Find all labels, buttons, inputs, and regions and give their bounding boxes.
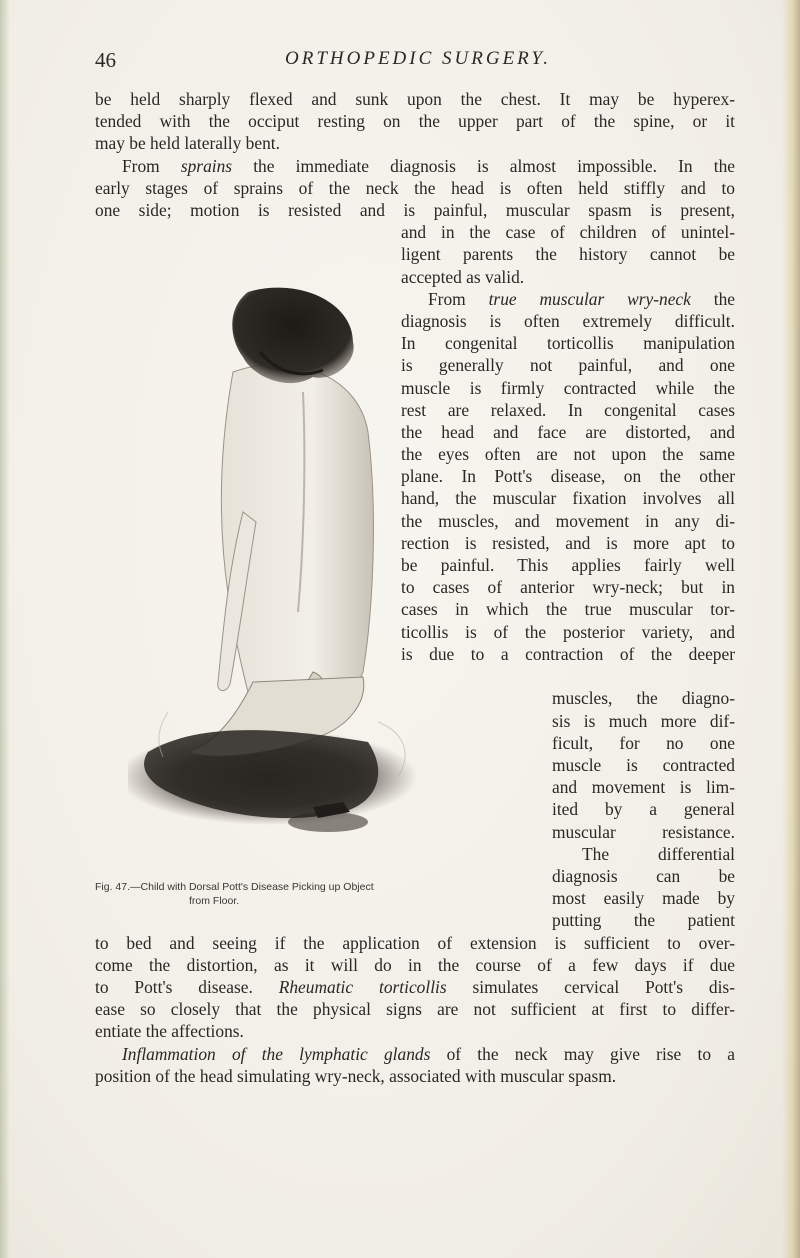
text-line: the muscles, and movement in any di- [401,510,735,531]
text-line [95,1043,735,1065]
text-line: In congenital torticollis manipulation [401,333,735,354]
figure-caption [95,880,491,908]
child-bending-figure [128,282,488,872]
text-line: may be held laterally bent. [95,133,280,154]
text-line: tended with the occiput resting on the upper part of the spine, or it [95,111,735,132]
text-line: accepted as valid. [401,266,525,287]
text-line: ligent parents the history cannot be [401,244,735,265]
text-line: rest are relaxed. In congenital cases [401,399,735,420]
text-span: From [428,288,489,309]
text-line: one side; motion is resisted and is painful, muscular spasm is present, [95,199,735,220]
paragraph-posture [95,88,735,155]
running-head: ORTHOPEDIC SURGERY. [285,48,552,69]
text-span: From [122,155,181,176]
text-line: entiate the affections. [95,1021,244,1042]
text-line: cases in which the true muscular tor- [401,599,735,620]
page-edge-right [782,0,800,1258]
text-line: diagnosis is often extremely difficult. [401,310,735,331]
text-line: early stages of sprains of the neck the head is often held stiffly and to [95,177,735,198]
column-text-narrow [552,687,735,931]
figure-47-illustration [128,282,488,872]
text-span: the immediate diagnosis is almost impossible. In the [232,155,735,176]
text-line: ficult, for no one [552,732,735,753]
text-line: The differential [582,843,735,864]
text-line: muscles, the diagno- [552,688,735,709]
text-line: to cases of anterior wry-neck; but in [401,577,735,598]
text-line: position of the head simulating wry-neck, associated with muscular spasm. [95,1065,617,1086]
text-line: muscular resistance. [552,821,735,842]
text-line: is generally not painful, and one [401,355,735,376]
text-line: ticollis is of the posterior variety, and [401,621,735,642]
text-span: the [690,288,735,309]
paragraph-sprains [95,155,735,222]
text-line: putting the patient [552,910,735,931]
text-span: to Pott's disease. [95,976,279,997]
caption-line: Fig. 47.—Child with Dorsal Pott's Disease Picking up Object [95,881,374,893]
text-line: the head and face are distorted, and [401,421,735,442]
text-line: to bed and seeing if the application of extension is sufficient to over- [95,932,735,953]
italic-term-sprains: sprains [180,155,233,176]
page-edge-left [0,0,10,1258]
text-span: of the neck may give rise to a [430,1043,735,1064]
italic-term-inflammation: Inflammation of the lymphatic glands [122,1043,431,1064]
paragraph-extension [95,932,735,1043]
italic-term-rheumatic: Rheumatic torticollis [278,976,447,997]
text-span: simulates cervical Pott's dis- [446,976,735,997]
caption-line: from Floor. [189,895,240,907]
text-line: ease so closely that the physical signs are not sufficient at first to differ- [95,999,735,1020]
text-line: plane. In Pott's disease, on the other [401,466,735,487]
italic-term-wry-neck: true muscular wry-neck [488,288,691,309]
text-line [95,976,735,998]
text-line: is due to a contraction of the deeper [401,643,735,664]
text-line: ited by a general [552,799,735,820]
page-number: 46 [95,48,116,72]
text-line: and movement is lim- [552,777,735,798]
text-line: and in the case of children of unintel- [401,222,735,243]
text-line: sis is much more dif- [552,710,735,731]
text-line: most easily made by [552,888,735,909]
text-line: be held sharply flexed and sunk upon the chest. It may be hyperex- [95,89,735,109]
text-line: diagnosis can be [552,865,735,886]
text-line: muscle is firmly contracted while the [401,377,735,398]
text-line: come the distortion, as it will do in the course of a few days if due [95,954,735,975]
text-line: hand, the muscular fixation involves all [401,488,735,509]
page-header [95,48,735,78]
text-line: muscle is contracted [552,754,735,775]
text-line: rection is resisted, and is more apt to [401,532,735,553]
paragraph-inflammation [95,1043,735,1087]
text-line [95,155,735,177]
text-line: the eyes often are not upon the same [401,444,735,465]
text-line: be painful. This applies fairly well [401,555,735,575]
